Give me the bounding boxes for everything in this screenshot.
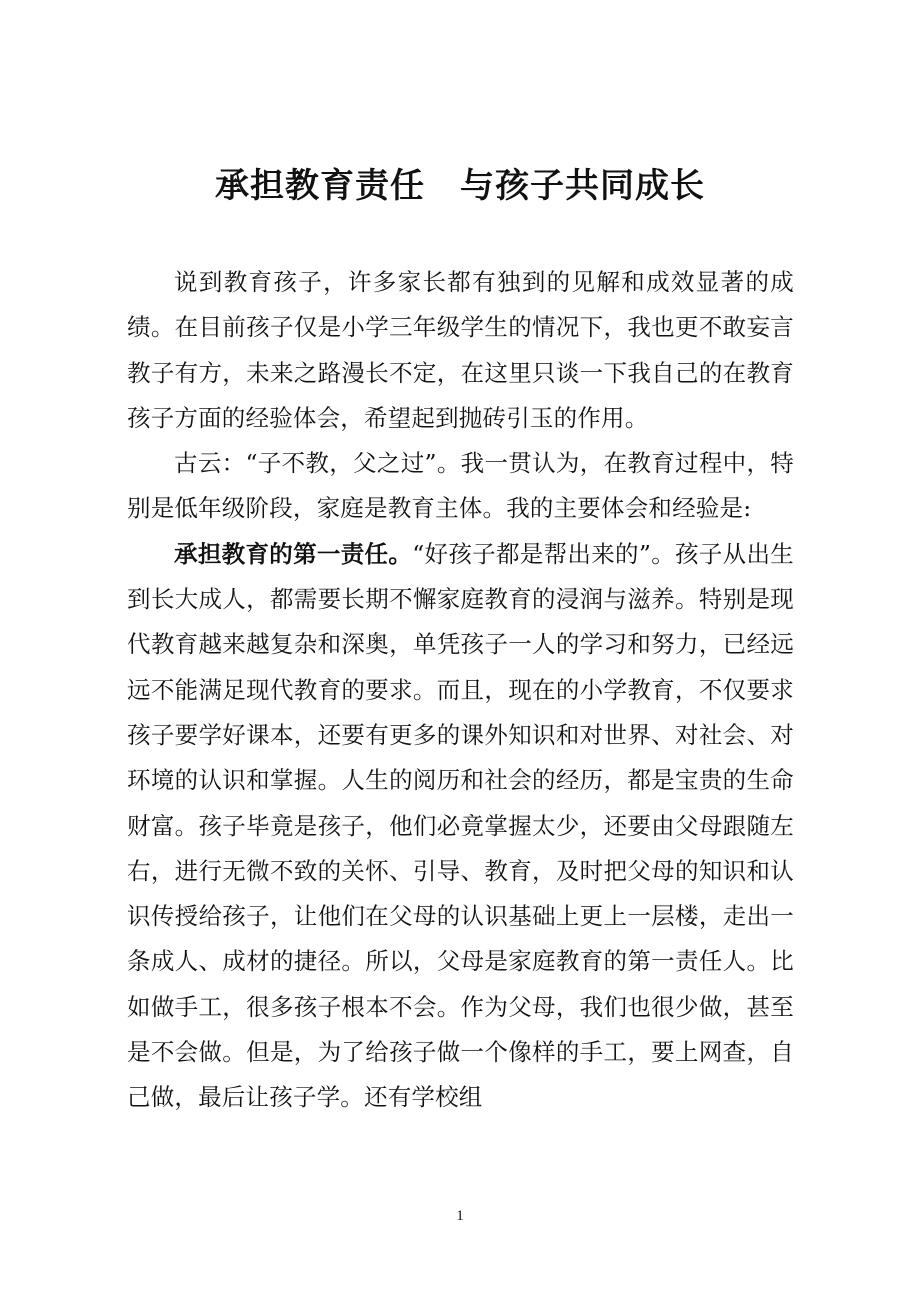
document-title: 承担教育责任 与孩子共同成长 [215,166,705,206]
paragraph-text: 古云：“子不教，父之过”。我一贯认为，在教育过程中，特别是低年级阶段，家庭是教育主体。我的主要体会和经验是: [127,449,794,523]
paragraph-intro [127,260,794,441]
page-number: 1 [456,1208,464,1224]
paragraph-text: 说到教育孩子，许多家长都有独到的见解和成效显著的成绩。在目前孩子仅是小学三年级学生的情况下，我也更不敢妄言教子有方，未来之路漫长不定，在这里只谈一下我自己的在教育孩子方面的经验体会，希望起到抛砖引玉的作用。 [127,268,794,432]
paragraph-text: “好孩子都是帮出来的”。孩子从出生到长大成人，都需要长期不懈家庭教育的浸润与滋养。特别是现代教育越来越复杂和深奥，单凭孩子一人的学习和努力，已经远远不能满足现代教育的要求。而且，现在的小学教育，不仅要求孩子要学好课本，还要有更多的课外知识和对世界、对社会、对环境的认识和掌握。人生的阅历和社会的经历，都是宝贵的生命财富。孩子毕竟是孩子，他们必竟掌握太少，还要由父母跟随左右，进行无微不致的关怀、引导、教育，及时把父母的知识和认识传授给孩子，让他们在父母的认识基础上更上一层楼，走出一条成人、成材的捷径。所以，父母是家庭教育的第一责任人。比如做手工，很多孩子根本不会。作为父母，我们也很少做，甚至是不会做。但是，为了给孩子做一个像样的手工，要上网查，自己做，最后让孩子学。还有学校组 [127,539,794,1112]
paragraph-quote [127,441,794,532]
paragraph-responsibility [127,532,794,1121]
paragraph-lead-heading: 承担教育的第一责任。 [174,539,413,568]
document-body [127,260,794,1121]
